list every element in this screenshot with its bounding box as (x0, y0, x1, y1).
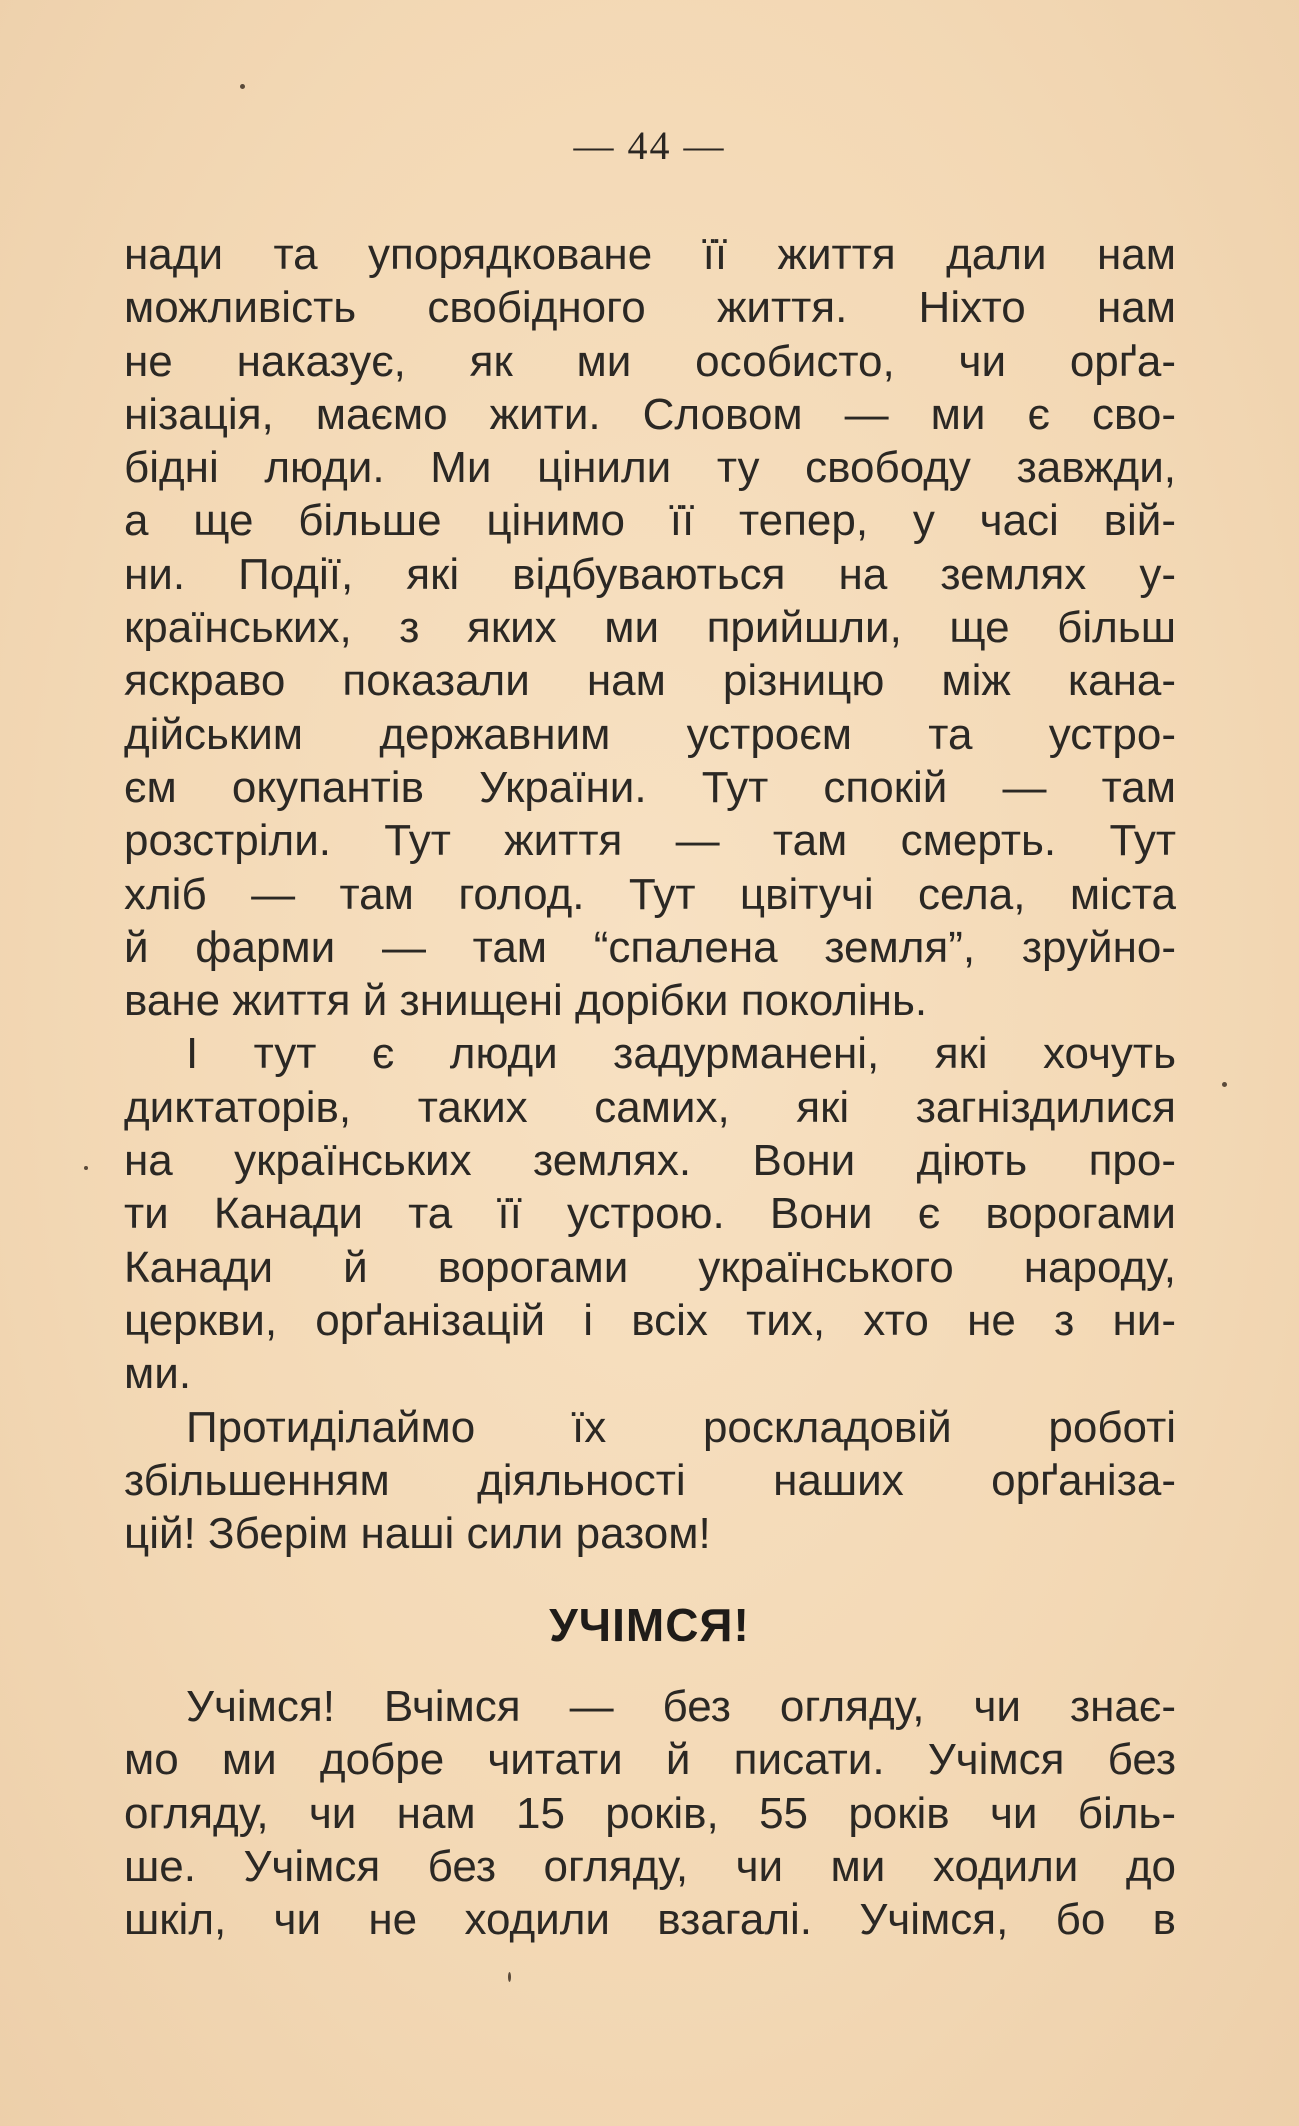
text-line: Протиділаймо їх роскладовій роботі (186, 1402, 1176, 1452)
text-line: шкіл, чи не ходили взагалі. Учімся, бо в (124, 1895, 1176, 1945)
text-line: мо ми добре читати й писати. Учімся без (124, 1735, 1176, 1785)
section-heading: УЧІМСЯ! (549, 1599, 750, 1651)
body-text-bottom (124, 1680, 1176, 1946)
text-line: диктаторів, таких самих, які загніздилися (124, 1082, 1176, 1132)
text-line: ти Канади та її устрою. Вони є ворогами (124, 1189, 1176, 1239)
text-line: огляду, чи нам 15 років, 55 років чи біль- (124, 1788, 1176, 1838)
text-line: на українських землях. Вони діють про- (124, 1136, 1176, 1186)
body-text-top (124, 228, 1176, 1560)
text-line: ни. Події, які відбуваються на землях у- (124, 549, 1176, 599)
text-line: розстріли. Тут життя — там смерть. Тут (124, 816, 1176, 866)
text-line: хліб — там голод. Тут цвітучі села, міста (124, 869, 1176, 919)
paper-speck (84, 1166, 88, 1170)
text-line: Канади й ворогами українського народу, (124, 1242, 1176, 1292)
text-line: церкви, орґанізацій і всіх тих, хто не з ни- (124, 1295, 1176, 1345)
section-heading-wrap (0, 1598, 1299, 1652)
paper-speck (240, 84, 245, 89)
text-line: нади та упорядковане її життя дали нам (124, 230, 1176, 279)
text-line: яскраво показали нам різницю між кана- (124, 656, 1176, 706)
text-line: І тут є люди задурманені, які хочуть (186, 1029, 1176, 1079)
text-line: дійським державним устроєм та устро- (124, 709, 1176, 759)
text-line: Учімся! Вчімся — без огляду, чи знає- (186, 1682, 1176, 1731)
paper-speck (508, 1972, 511, 1982)
text-line: цій! Зберім наші сили разом! (124, 1509, 711, 1559)
text-line: ване життя й знищені дорібки поколінь. (124, 976, 928, 1026)
text-line: й фарми — там “спалена земля”, зруйно- (124, 922, 1176, 972)
text-line: не наказує, як ми особисто, чи орґа- (124, 336, 1176, 386)
text-line: ми. (124, 1349, 192, 1399)
text-line: нізація, маємо жити. Словом — ми є сво- (124, 389, 1176, 439)
text-line: збільшенням діяльності наших орґаніза- (124, 1455, 1176, 1505)
text-line: бідні люди. Ми цінили ту свободу завжди, (124, 443, 1176, 493)
text-line: країнських, з яких ми прийшли, ще більш (124, 603, 1176, 653)
text-line: ше. Учімся без огляду, чи ми ходили до (124, 1841, 1176, 1891)
paper-speck (1222, 1082, 1227, 1087)
text-line: а ще більше цінимо її тепер, у часі вій- (124, 496, 1176, 546)
text-line: можливість свобідного життя. Ніхто нам (124, 283, 1176, 333)
text-line: єм окупантів України. Тут спокій — там (124, 762, 1176, 812)
page-number: — 44 — (573, 123, 726, 168)
